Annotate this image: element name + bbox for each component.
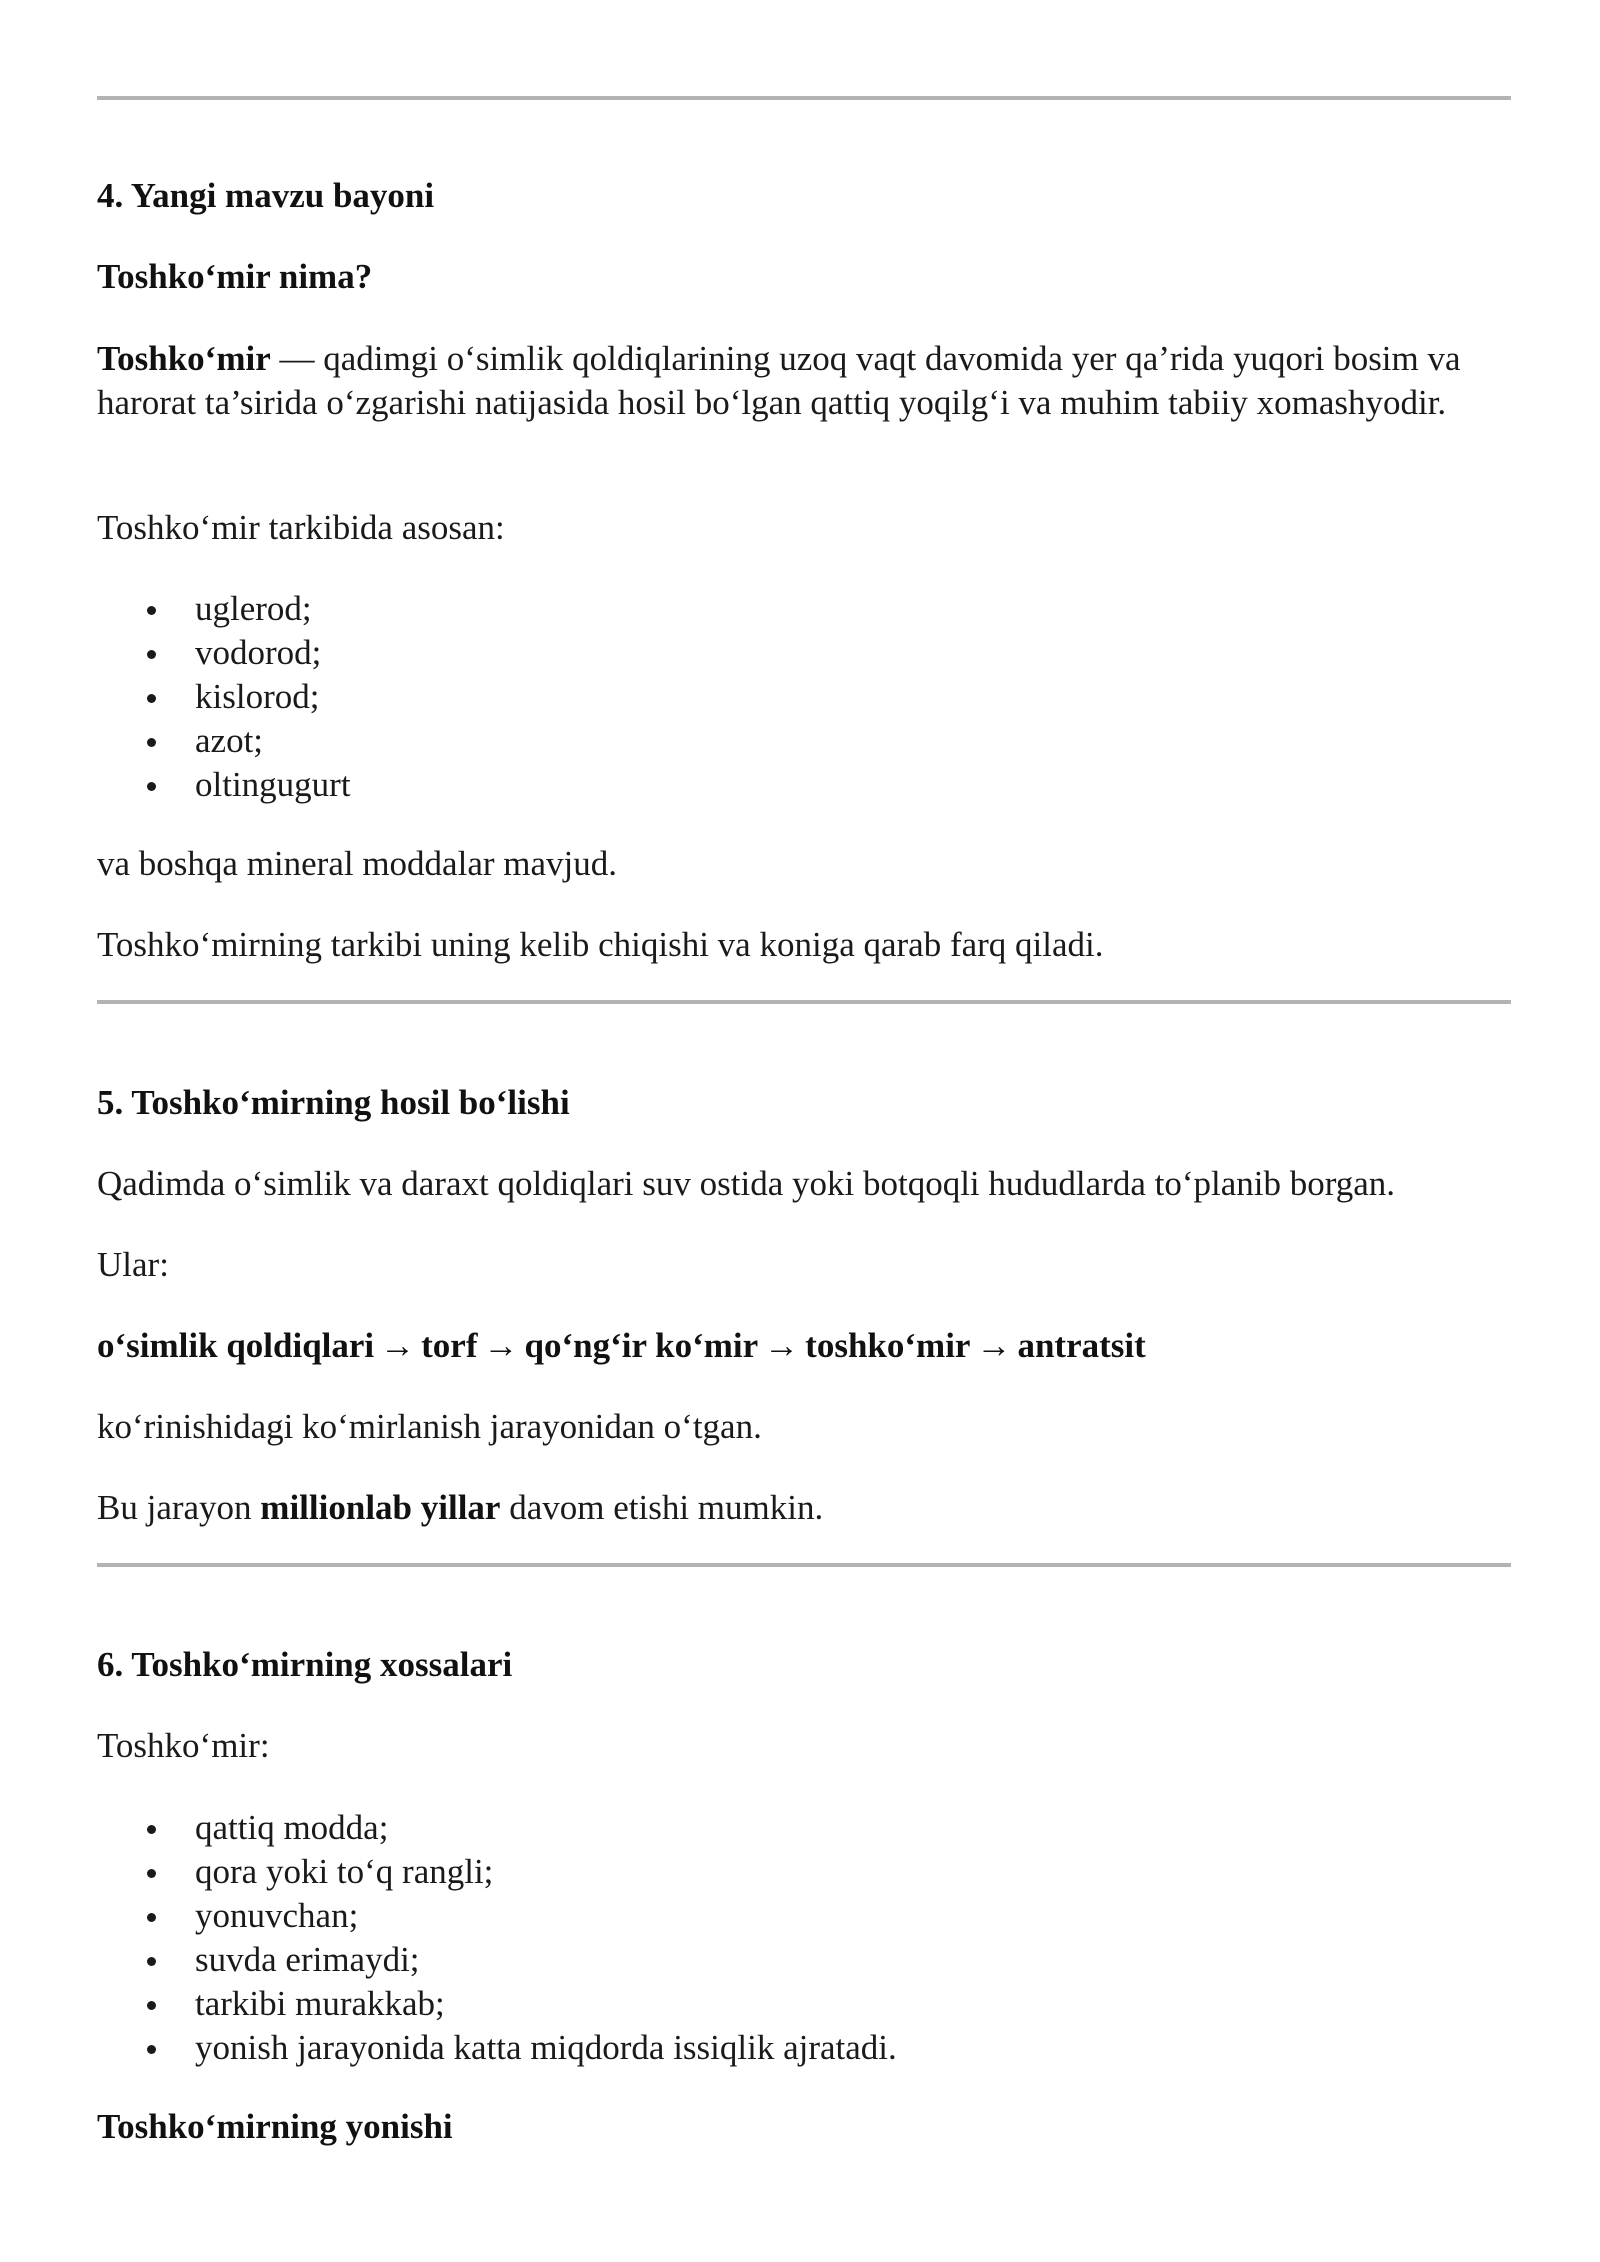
para-4-post: davom etishi mumkin.	[500, 1488, 824, 1527]
coalification-chain	[97, 1324, 1511, 1368]
section-4-after-list: va boshqa mineral moddalar mavjud.	[97, 844, 617, 883]
list-item: azot;	[97, 719, 1511, 763]
section-5-para-1: Qadimda o‘simlik va daraxt qoldiqlari suv ostida yoki botqoqli hududlarda to‘planib borgan.	[97, 1164, 1396, 1203]
list-item: qattiq modda;	[97, 1806, 1511, 1850]
chain-step: o‘simlik qoldiqlari	[97, 1326, 375, 1365]
chain-step: torf	[421, 1326, 478, 1365]
section-5-title: 5. Toshko‘mirning hosil bo‘lishi	[97, 1083, 570, 1122]
definition-text: — qadimgi o‘simlik qoldiqlarining uzoq vaqt davomida yer qa’rida yuqori bosim va harorat ta’sirida o‘zgarishi natijasida hosil bo‘lgan qattiq yoqilg‘i va muhim tabiiy xomashyodir.	[97, 339, 1461, 422]
composition-list	[97, 587, 1511, 807]
arrow-icon: →	[976, 1326, 1012, 1365]
divider-section-6	[97, 1563, 1511, 1567]
divider-top	[97, 96, 1511, 100]
section-6-title: 6. Toshko‘mirning xossalari	[97, 1645, 513, 1684]
list-item: qora yoki to‘q rangli;	[97, 1850, 1511, 1894]
list-item: kislorod;	[97, 675, 1511, 719]
list-item: uglerod;	[97, 587, 1511, 631]
section-6-next-heading: Toshko‘mirning yonishi	[97, 2107, 453, 2146]
list-item: suvda erimaydi;	[97, 1938, 1511, 1982]
chain-step: qo‘ng‘ir ko‘mir	[524, 1326, 759, 1365]
list-item: vodorod;	[97, 631, 1511, 675]
para-4-pre: Bu jarayon	[97, 1488, 261, 1527]
chain-step: toshko‘mir	[805, 1326, 971, 1365]
definition-term: Toshko‘mir	[97, 339, 271, 378]
divider-section-5	[97, 1000, 1511, 1004]
section-4-title: 4. Yangi mavzu bayoni	[97, 176, 435, 215]
list-item: tarkibi murakkab;	[97, 1982, 1511, 2026]
arrow-icon: →	[483, 1326, 519, 1365]
section-6-intro: Toshko‘mir:	[97, 1726, 270, 1765]
section-5-para-2: Ular:	[97, 1245, 169, 1284]
section-5-para-4	[97, 1486, 1511, 1530]
arrow-icon: →	[764, 1326, 800, 1365]
properties-list	[97, 1806, 1511, 2070]
section-4-subtitle: Toshko‘mir nima?	[97, 257, 373, 296]
list-item: yonuvchan;	[97, 1894, 1511, 1938]
list-item: yonish jarayonida katta miqdorda issiqlik ajratadi.	[97, 2026, 1511, 2070]
section-4-intro: Toshko‘mir tarkibida asosan:	[97, 508, 505, 547]
para-4-bold: millionlab yillar	[260, 1488, 501, 1527]
chain-step: antratsit	[1017, 1326, 1146, 1365]
definition-paragraph	[97, 337, 1511, 425]
arrow-icon: →	[380, 1326, 416, 1365]
section-5-para-3: ko‘rinishidagi ko‘mirlanish jarayonidan o‘tgan.	[97, 1407, 762, 1446]
list-item: oltingugurt	[97, 763, 1511, 807]
section-4-closing: Toshko‘mirning tarkibi uning kelib chiqishi va koniga qarab farq qiladi.	[97, 925, 1104, 964]
